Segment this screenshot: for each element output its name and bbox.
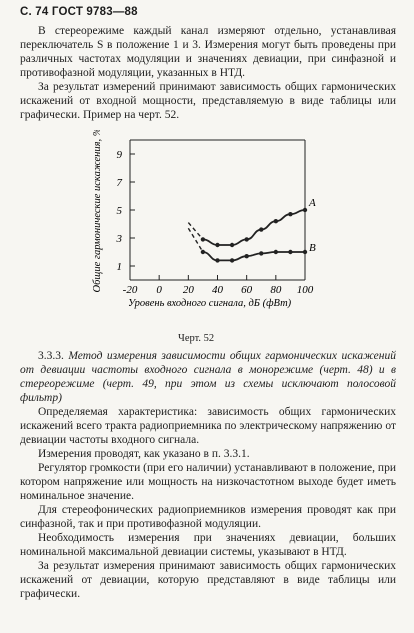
series-A-point xyxy=(274,219,278,223)
x-tick-label: 100 xyxy=(296,284,314,296)
paragraph: Регулятор громкости (при его наличии) устанавливают в положение, при котором напряжение или мощность на низкочастотном выходе будет иметь номинальное значение. xyxy=(20,462,396,502)
paragraph: Определяемая характеристика: зависимость общих гармонических искажений всего тракта радиоприемника по электрическому напряжению от девиации частоты входного сигнала. xyxy=(20,406,396,446)
section-title: Метод измерения зависимости общих гармонических искажений от девиации частоты входного сигнала в монорежиме (черт. 48) и в стереорежиме (черт. 49, при этом из схемы исключают полосовой фильтр) xyxy=(20,350,396,404)
series-A-point xyxy=(230,243,234,247)
series-B-point xyxy=(303,250,307,254)
figure-caption: Черт. 52 xyxy=(178,333,215,344)
section-number: 3.3.3. xyxy=(38,350,64,362)
x-tick-label: 20 xyxy=(182,284,194,296)
series-B-label: B xyxy=(309,242,316,254)
series-A-point xyxy=(244,237,248,241)
series-B-point xyxy=(259,251,263,255)
series-A-point xyxy=(259,227,263,231)
top-text-block xyxy=(20,24,396,122)
series-A-label: A xyxy=(309,197,316,209)
series-B-point xyxy=(201,250,205,254)
paragraph: Необходимость измерения при значениях девиации, больших номинальной максимальной девиации системы, указывают в НТД. xyxy=(20,532,396,558)
distortion-chart xyxy=(70,130,360,320)
x-tick-label: 0 xyxy=(156,284,162,296)
x-tick-label: -20 xyxy=(122,284,138,296)
series-A-point xyxy=(288,212,292,216)
paragraph: За результат измерения принимают зависимость общих гармонических искажений от девиации, которую представляют в виде таблицы или графически. xyxy=(20,560,396,600)
bottom-text-block xyxy=(20,349,396,601)
y-axis-label: Общие гармонические искажения, % xyxy=(92,130,103,293)
series-B-point xyxy=(288,250,292,254)
x-tick-label: 40 xyxy=(212,284,223,296)
series-B-lead xyxy=(188,228,203,252)
y-tick-label: 1 xyxy=(116,261,122,273)
series-A-point xyxy=(201,237,205,241)
series-B-point xyxy=(215,258,219,262)
x-tick-label: 80 xyxy=(270,284,282,296)
series-B-point xyxy=(274,250,278,254)
x-tick-label: 60 xyxy=(241,284,253,296)
series-B-point xyxy=(244,254,248,258)
page-header: С. 74 ГОСТ 9783—88 xyxy=(20,6,138,18)
paragraph: Измерения проводят, как указано в п. 3.3.1. xyxy=(38,448,250,460)
y-tick-label: 9 xyxy=(116,149,122,161)
y-tick-label: 7 xyxy=(116,177,122,189)
y-tick-label: 5 xyxy=(116,205,122,217)
section-heading xyxy=(20,349,396,405)
paragraph: В стереорежиме каждый канал измеряют отдельно, устанавливая переключатель S в положение 1 и 3. Измерения могут быть проведены при различных частотах модуляции и значениях девиации, при синфазной и противофазной модуляции, указанных в НТД. xyxy=(20,25,396,79)
x-axis-label: Уровень входного сигнала, дБ (фВт) xyxy=(128,298,292,309)
paragraph: За результат измерений принимают зависимость общих гармонических искажений от входной мощности, представляемую в виде таблицы или графически. Пример на черт. 52. xyxy=(20,81,396,121)
y-tick-label: 3 xyxy=(116,233,122,245)
series-A-point xyxy=(215,243,219,247)
series-A-point xyxy=(303,208,307,212)
figure-52 xyxy=(70,130,360,320)
series-B-point xyxy=(230,258,234,262)
paragraph: Для стереофонических радиоприемников измерения проводят как при синфазной, так и при противофазной модуляции. xyxy=(20,504,396,530)
